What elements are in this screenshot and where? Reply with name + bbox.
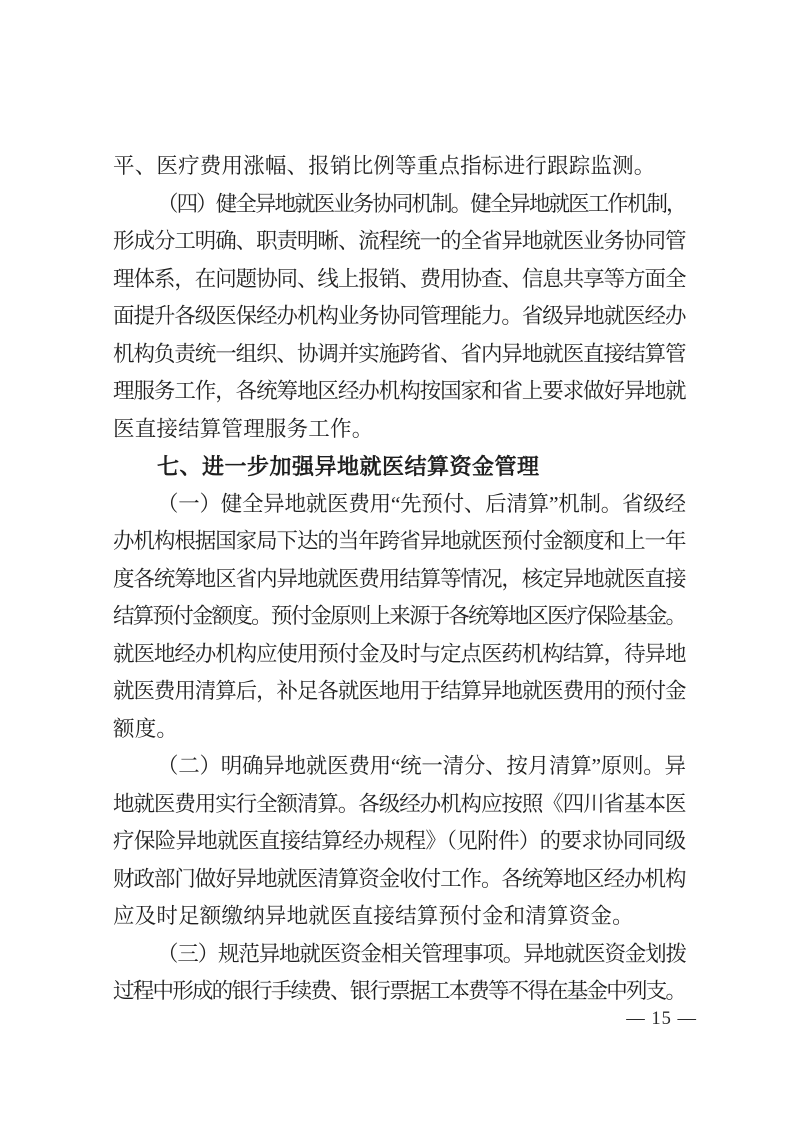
- paragraph-line: 财政部门做好异地就医清算资金收付工作。各统筹地区经办机构: [113, 866, 686, 891]
- paragraph-line: 形成分工明确、职责明晰、流程统一的全省异地就医业务协同管: [113, 229, 686, 253]
- paragraph-line: 地就医费用实行全额清算。各级经办机构应按照《四川省基本医: [113, 791, 686, 816]
- paragraph-line: 过程中形成的银行手续费、银行票据工本费等不得在基金中列支。: [113, 979, 686, 1003]
- paragraph-line: 面提升各级医保经办机构业务协同管理能力。省级异地就医经办: [113, 304, 686, 328]
- paragraph-line: 医直接结算管理服务工作。: [113, 416, 374, 441]
- paragraph-line: 应及时足额缴纳异地就医直接结算预付金和清算资金。: [113, 904, 634, 928]
- paragraph-line: （三）规范异地就医资金相关管理事项。异地就医资金划拨: [157, 941, 686, 966]
- paragraph-line: 疗保险异地就医直接结算经办规程》（见附件）的要求协同同级: [113, 829, 686, 853]
- paragraph-line: 度各统筹地区省内异地就医费用结算等情况，核定异地就医直接: [113, 566, 686, 591]
- paragraph-line: 机构负责统一组织、协调并实施跨省、省内异地就医直接结算管: [113, 341, 686, 366]
- paragraph-line: （二）明确异地就医费用“统一清分、按月清算”原则。异: [157, 754, 686, 778]
- paragraph-line: （一）健全异地就医费用“先预付、后清算”机制。省级经: [157, 491, 686, 516]
- paragraph-line: 办机构根据国家局下达的当年跨省异地就医预付金额度和上一年: [113, 529, 686, 553]
- paragraph-line: （四）健全异地就医业务协同机制。健全异地就医工作机制，: [157, 191, 686, 216]
- paragraph-line: 平、医疗费用涨幅、报销比例等重点指标进行跟踪监测。: [113, 154, 656, 178]
- paragraph-line: 理体系，在问题协同、线上报销、费用协查、信息共享等方面全: [113, 266, 686, 291]
- page-number: — 15 —: [626, 1009, 697, 1029]
- document-body: [113, 148, 691, 1011]
- paragraph-line: 理服务工作，各统筹地区经办机构按国家和省上要求做好异地就: [113, 379, 686, 403]
- section-heading: 七、进一步加强异地就医结算资金管理: [157, 454, 540, 479]
- paragraph-line: 额度。: [113, 716, 179, 741]
- paragraph-line: 就医费用清算后，补足各就医地用于结算异地就医费用的预付金: [113, 679, 686, 703]
- paragraph-line: 就医地经办机构应使用预付金及时与定点医药机构结算，待异地: [113, 641, 686, 666]
- paragraph-line: 结算预付金额度。预付金原则上来源于各统筹地区医疗保险基金。: [113, 604, 686, 628]
